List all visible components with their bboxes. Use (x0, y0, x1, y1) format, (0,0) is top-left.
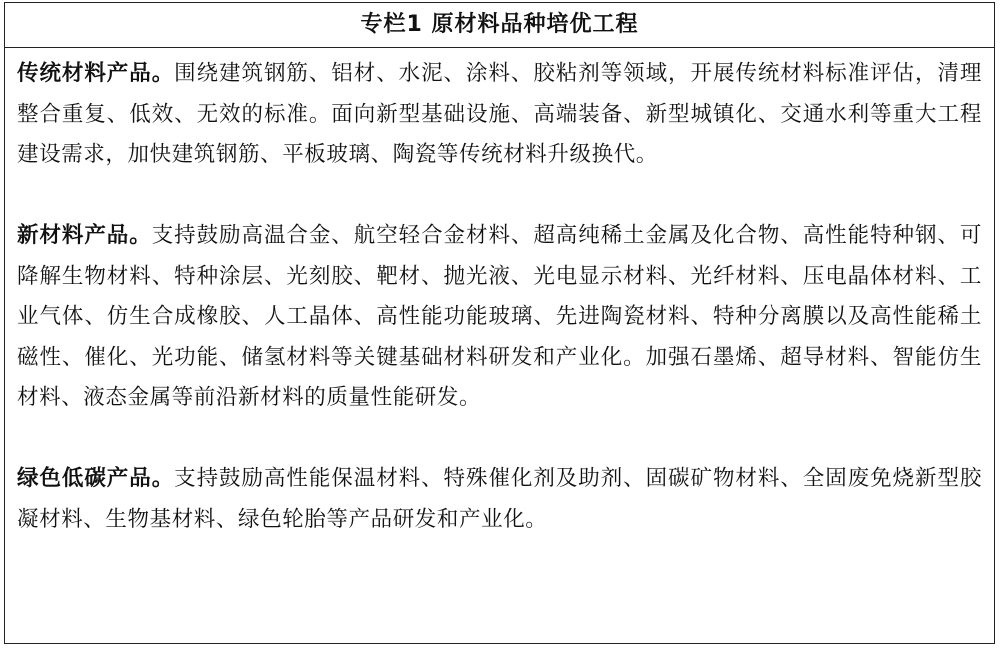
section-heading: 新材料产品。 (17, 223, 152, 248)
section-text: 围绕建筑钢筋、铝材、水泥、涂料、胶粘剂等领域，开展传统材料标准评估，清理整合重复、低效、无效的标准。面向新型基础设施、高端装备、新型城镇化、交通水利等重大工程建设需求，加快建筑钢筋、平板玻璃、陶瓷等传统材料升级换代。 (17, 61, 982, 167)
feature-box (4, 2, 995, 644)
section-new-materials (17, 216, 982, 419)
section-heading: 传统材料产品。 (17, 61, 175, 86)
section-heading: 绿色低碳产品。 (17, 466, 175, 491)
box-body (5, 48, 994, 540)
section-text: 支持鼓励高性能保温材料、特殊催化剂及助剂、固碳矿物材料、全固废免烧新型胶凝材料、生物基材料、绿色轮胎等产品研发和产业化。 (17, 466, 982, 532)
box-title: 专栏1 原材料品种培优工程 (5, 3, 994, 48)
section-text: 支持鼓励高温合金、航空轻合金材料、超高纯稀土金属及化合物、高性能特种钢、可降解生物材料、特种涂层、光刻胶、靶材、抛光液、光电显示材料、光纤材料、压电晶体材料、工业气体、仿生合成橡胶、人工晶体、高性能功能玻璃、先进陶瓷材料、特种分离膜以及高性能稀土磁性、催化、光功能、储氢材料等关键基础材料研发和产业化。加强石墨烯、超导材料、智能仿生材料、液态金属等前沿新材料的质量性能研发。 (17, 223, 982, 410)
section-green-low-carbon (17, 459, 982, 540)
section-traditional-materials (17, 54, 982, 176)
